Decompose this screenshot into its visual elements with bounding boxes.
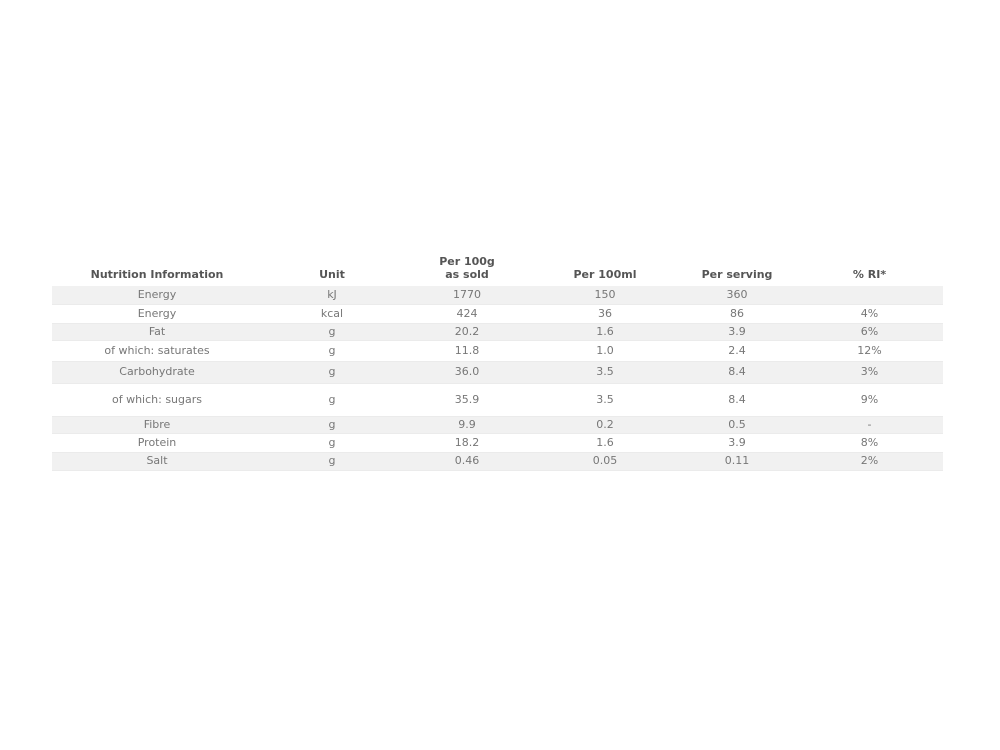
header-per-serving: Per serving — [701, 268, 773, 281]
cell-unit: g — [328, 454, 336, 467]
cell-per-100ml: 36 — [598, 306, 612, 320]
table-row — [52, 340, 943, 361]
cell-percent-ri: 4% — [860, 306, 879, 320]
cell-percent-ri: - — [867, 417, 872, 431]
table-row — [52, 433, 943, 452]
cell-unit: kJ — [327, 287, 337, 301]
cell-percent-ri: 8% — [860, 435, 879, 449]
cell-unit: g — [328, 343, 336, 357]
cell-name: Fat — [148, 324, 166, 338]
cell-percent-ri: 9% — [860, 392, 879, 406]
cell-per-100g: 18.2 — [454, 435, 480, 449]
header-per-100g-line2: as sold — [445, 268, 489, 281]
cell-per-100ml: 150 — [594, 287, 616, 301]
cell-name: Carbohydrate — [119, 365, 195, 378]
header-percent-ri: % RI* — [852, 268, 887, 281]
cell-percent-ri: 3% — [860, 365, 879, 378]
cell-percent-ri — [796, 286, 943, 304]
cell-per-serving: 360 — [726, 287, 748, 301]
header-per-100ml: Per 100ml — [573, 268, 637, 281]
header-nutrition-information: Nutrition Information — [90, 268, 224, 281]
cell-per-100g: 9.9 — [458, 417, 476, 431]
table-row — [52, 323, 943, 340]
cell-per-serving: 0.5 — [728, 417, 746, 431]
cell-per-100ml: 0.05 — [592, 454, 618, 467]
cell-per-serving: 2.4 — [728, 343, 746, 357]
nutrition-information-table — [52, 254, 943, 471]
cell-per-100ml: 0.2 — [596, 417, 614, 431]
cell-per-100g: 1770 — [453, 287, 481, 301]
cell-per-100g: 35.9 — [454, 392, 480, 406]
cell-per-100ml: 1.6 — [596, 435, 614, 449]
header-per-100g-line1: Per 100g — [439, 255, 495, 268]
cell-name: Fibre — [143, 417, 171, 431]
cell-unit: g — [328, 435, 336, 449]
cell-per-100ml: 1.6 — [596, 324, 614, 338]
cell-per-serving: 0.11 — [724, 454, 750, 467]
cell-name: Energy — [137, 287, 177, 301]
table-row — [52, 304, 943, 323]
cell-unit: g — [328, 324, 336, 338]
header-per-100g — [402, 254, 532, 286]
table-row — [52, 361, 943, 383]
cell-per-serving: 8.4 — [728, 392, 746, 406]
cell-name: Energy — [137, 306, 177, 320]
cell-name: of which: saturates — [104, 343, 210, 357]
cell-per-serving: 3.9 — [728, 324, 746, 338]
cell-name: Salt — [146, 454, 168, 467]
cell-per-serving: 3.9 — [728, 435, 746, 449]
cell-per-100ml: 3.5 — [596, 365, 614, 378]
cell-per-100g: 36.0 — [454, 365, 480, 378]
header-unit: Unit — [319, 268, 345, 281]
cell-per-100ml: 1.0 — [596, 343, 614, 357]
cell-percent-ri: 2% — [860, 454, 879, 467]
cell-name: Protein — [137, 435, 177, 449]
cell-per-100g: 11.8 — [454, 343, 480, 357]
cell-unit: g — [328, 392, 336, 406]
cell-per-serving: 86 — [730, 306, 744, 320]
cell-percent-ri: 12% — [857, 343, 882, 357]
nutrition-table-body — [52, 286, 943, 470]
cell-per-serving: 8.4 — [728, 365, 746, 378]
cell-per-100g: 424 — [456, 306, 478, 320]
cell-percent-ri: 6% — [860, 324, 879, 338]
cell-unit: kcal — [320, 306, 344, 320]
header-row — [52, 254, 943, 286]
nutrition-table-header — [52, 254, 943, 286]
table-row — [52, 416, 943, 433]
table-row — [52, 452, 943, 470]
cell-unit: g — [328, 365, 336, 378]
cell-unit: g — [328, 417, 336, 431]
cell-per-100ml: 3.5 — [596, 392, 614, 406]
cell-name: of which: sugars — [111, 392, 203, 406]
table-row — [52, 383, 943, 416]
table-row — [52, 286, 943, 304]
cell-per-100g: 20.2 — [454, 324, 480, 338]
cell-per-100g: 0.46 — [454, 454, 480, 467]
